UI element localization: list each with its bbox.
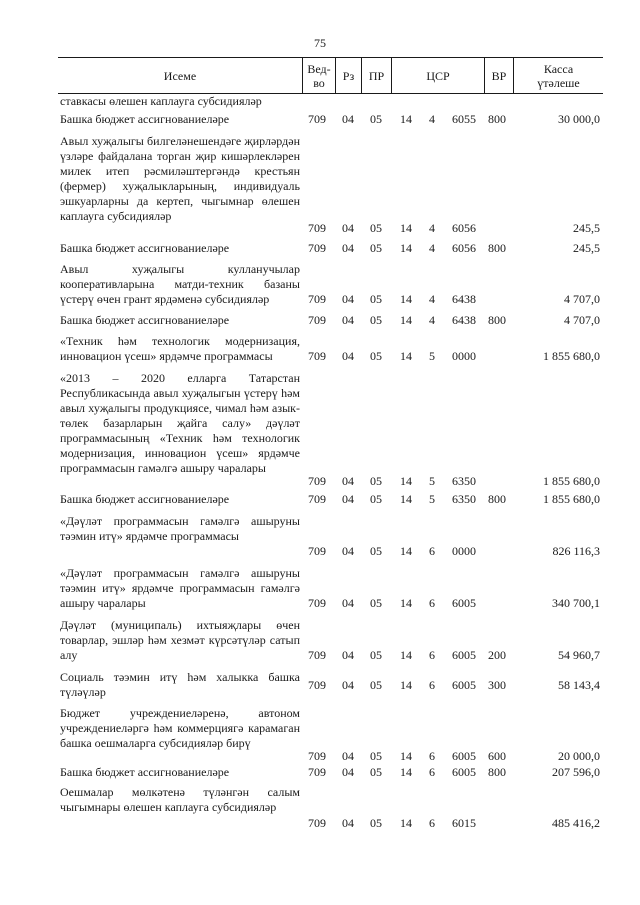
row-csr-part1: 14 <box>400 816 412 830</box>
row-ved: 709 <box>308 648 326 662</box>
row-sum: 826 116,3 <box>552 544 600 558</box>
header-sum <box>514 57 603 94</box>
row-rz: 04 <box>342 816 354 830</box>
row-vr: 800 <box>488 241 506 255</box>
row-pr: 05 <box>370 492 382 506</box>
row-rz: 04 <box>342 241 354 255</box>
row-ved: 709 <box>308 678 326 692</box>
header-name: Исеме <box>163 68 197 83</box>
row-ved: 709 <box>308 313 326 327</box>
row-csr-part1: 14 <box>400 749 412 763</box>
row-pr: 05 <box>370 221 382 235</box>
table-header <box>58 57 603 94</box>
row-name: Башка бюджет ассигнованиеләре <box>60 241 230 255</box>
row-sum: 1 855 680,0 <box>543 492 600 506</box>
row-rz: 04 <box>342 313 354 327</box>
row-csr-part3: 6438 <box>452 292 476 306</box>
header-ved-line1: Вед- <box>307 61 331 76</box>
row-sum: 245,5 <box>573 241 600 255</box>
row-csr-part1: 14 <box>400 474 412 488</box>
row-csr-part3: 0000 <box>452 349 476 363</box>
row-name: ставкасы өлешен каплауга субсидияләр <box>60 94 262 108</box>
row-name: Башка бюджет ассигнованиеләре <box>60 112 230 126</box>
row-ved: 709 <box>308 112 326 126</box>
row-pr: 05 <box>370 678 382 692</box>
row-pr: 05 <box>370 292 382 306</box>
row-csr-part1: 14 <box>400 678 412 692</box>
row-name: «Техник һәм технологик модернизация, инновацион үсеш» ярдәмче программасы <box>60 334 300 363</box>
row-rz: 04 <box>342 678 354 692</box>
row-csr-part2: 4 <box>429 313 435 327</box>
row-name: Башка бюджет ассигнованиеләре <box>60 492 230 506</box>
row-sum: 4 707,0 <box>564 292 600 306</box>
row-name: Авыл хуҗалыгы кулланучылар кооперативларына матди-техник базаны үстерү өчен грант ярдәменә субсидияләр <box>60 262 300 306</box>
row-csr-part2: 6 <box>429 765 435 779</box>
row-ved: 709 <box>308 816 326 830</box>
row-csr-part3: 6438 <box>452 313 476 327</box>
row-csr-part2: 4 <box>429 241 435 255</box>
row-csr-part2: 6 <box>429 544 435 558</box>
row-pr: 05 <box>370 544 382 558</box>
row-pr: 05 <box>370 648 382 662</box>
row-csr-part3: 6005 <box>452 765 476 779</box>
row-name: Башка бюджет ассигнованиеләре <box>60 765 230 779</box>
row-csr-part2: 6 <box>429 816 435 830</box>
row-ved: 709 <box>308 221 326 235</box>
row-pr: 05 <box>370 765 382 779</box>
row-csr-part1: 14 <box>400 221 412 235</box>
row-csr-part3: 6005 <box>452 749 476 763</box>
row-rz: 04 <box>342 544 354 558</box>
row-vr: 300 <box>488 678 506 692</box>
row-csr-part1: 14 <box>400 596 412 610</box>
header-ved <box>303 57 335 94</box>
row-csr-part2: 5 <box>429 492 435 506</box>
row-csr-part1: 14 <box>400 492 412 506</box>
row-pr: 05 <box>370 749 382 763</box>
row-vr: 600 <box>488 749 506 763</box>
row-name: «Дәүләт программасын гамәлгә ашыруны тәэмин итү» ярдәмче программасын гамәлгә ашыру чаралары <box>60 566 300 610</box>
row-rz: 04 <box>342 349 354 363</box>
row-vr: 800 <box>488 765 506 779</box>
row-csr-part2: 4 <box>429 112 435 126</box>
row-name: Социаль тәэмин итү һәм халыкка башка түләүләр <box>60 670 300 699</box>
row-rz: 04 <box>342 648 354 662</box>
row-sum: 20 000,0 <box>558 749 600 763</box>
row-ved: 709 <box>308 241 326 255</box>
row-csr-part2: 6 <box>429 678 435 692</box>
row-pr: 05 <box>370 596 382 610</box>
row-sum: 4 707,0 <box>564 313 600 327</box>
row-sum: 54 960,7 <box>558 648 600 662</box>
header-vr: ВР <box>491 68 507 83</box>
row-ved: 709 <box>308 474 326 488</box>
row-sum: 485 416,2 <box>552 816 600 830</box>
row-sum: 340 700,1 <box>552 596 600 610</box>
header-csr: ЦСР <box>426 68 450 83</box>
row-ved: 709 <box>308 349 326 363</box>
row-csr-part2: 4 <box>429 292 435 306</box>
row-csr-part3: 6005 <box>452 678 476 692</box>
row-csr-part1: 14 <box>400 544 412 558</box>
row-name: Оешмалар мөлкәтенә түләнгән салым чыгымнары өлешен каплауга субсидияләр <box>60 785 300 814</box>
header-rz: Рз <box>342 68 355 83</box>
row-name: Дәүләт (муниципаль) ихтыяҗлары өчен товарлар, эшләр һәм хезмәт күрсәтүләр сатып алу <box>60 618 300 662</box>
header-sum-line2: үтәлеше <box>537 75 580 90</box>
row-rz: 04 <box>342 221 354 235</box>
row-vr: 200 <box>488 648 506 662</box>
row-csr-part1: 14 <box>400 313 412 327</box>
row-csr-part2: 6 <box>429 596 435 610</box>
row-csr-part2: 6 <box>429 648 435 662</box>
row-csr-part3: 0000 <box>452 544 476 558</box>
row-sum: 1 855 680,0 <box>543 349 600 363</box>
row-pr: 05 <box>370 816 382 830</box>
row-name: Бюджет учреждениеләренә, автоном учреждениеләргә һәм коммерциягә карамаган башка оешмаларга субсидияләр бирү <box>60 706 300 750</box>
row-vr: 800 <box>488 112 506 126</box>
row-csr-part1: 14 <box>400 765 412 779</box>
row-name: Башка бюджет ассигнованиеләре <box>60 313 230 327</box>
row-vr: 800 <box>488 313 506 327</box>
row-csr-part3: 6056 <box>452 241 476 255</box>
row-rz: 04 <box>342 474 354 488</box>
row-csr-part2: 5 <box>429 474 435 488</box>
row-sum: 245,5 <box>573 221 600 235</box>
row-rz: 04 <box>342 492 354 506</box>
row-csr-part3: 6350 <box>452 492 476 506</box>
row-pr: 05 <box>370 349 382 363</box>
row-pr: 05 <box>370 313 382 327</box>
header-sum-line1: Касса <box>543 61 574 76</box>
row-ved: 709 <box>308 492 326 506</box>
row-rz: 04 <box>342 112 354 126</box>
row-csr-part1: 14 <box>400 241 412 255</box>
row-sum: 1 855 680,0 <box>543 474 600 488</box>
row-csr-part3: 6350 <box>452 474 476 488</box>
row-name: Авыл хуҗалыгы билгеләнешендәге җирләрдән үзләре файдалана торган җир кишәрлекләрен милек итеп рәсмиләштергәндә крестьян (фермер) хуҗалыкларының, индивидуаль эшкуарларны да кертеп, чыгымнар өлешен каплауга субсидияләр <box>60 134 300 223</box>
row-csr-part2: 5 <box>429 349 435 363</box>
row-sum: 58 143,4 <box>558 678 600 692</box>
row-ved: 709 <box>308 765 326 779</box>
row-csr-part2: 6 <box>429 749 435 763</box>
header-ved-line2: во <box>313 75 325 90</box>
row-csr-part3: 6055 <box>452 112 476 126</box>
row-sum: 30 000,0 <box>558 112 600 126</box>
row-ved: 709 <box>308 292 326 306</box>
header-pr: ПР <box>368 68 385 83</box>
row-pr: 05 <box>370 112 382 126</box>
row-pr: 05 <box>370 474 382 488</box>
row-rz: 04 <box>342 596 354 610</box>
row-csr-part3: 6015 <box>452 816 476 830</box>
row-name: «2013 – 2020 елларга Татарстан Республикасында авыл хуҗалыгын үстерү һәм авыл хуҗалыгы продукциясе, чимал һәм азык-төлек базарларын җайга салу» дәүләт программасының «Техник һәм технологик модернизация, инновацион үсеш» ярдәмче программасын гамәлгә ашыру чаралары <box>60 371 300 475</box>
row-sum: 207 596,0 <box>552 765 600 779</box>
page-number: 75 <box>314 36 326 50</box>
row-csr-part1: 14 <box>400 648 412 662</box>
row-csr-part1: 14 <box>400 112 412 126</box>
row-ved: 709 <box>308 544 326 558</box>
row-csr-part3: 6005 <box>452 648 476 662</box>
row-csr-part3: 6005 <box>452 596 476 610</box>
row-name: «Дәүләт программасын гамәлгә ашыруны тәэмин итү» ярдәмче программасы <box>60 514 300 543</box>
row-pr: 05 <box>370 241 382 255</box>
row-csr-part1: 14 <box>400 349 412 363</box>
row-ved: 709 <box>308 749 326 763</box>
row-rz: 04 <box>342 749 354 763</box>
row-vr: 800 <box>488 492 506 506</box>
row-csr-part2: 4 <box>429 221 435 235</box>
row-rz: 04 <box>342 765 354 779</box>
row-csr-part1: 14 <box>400 292 412 306</box>
row-csr-part3: 6056 <box>452 221 476 235</box>
row-rz: 04 <box>342 292 354 306</box>
row-ved: 709 <box>308 596 326 610</box>
